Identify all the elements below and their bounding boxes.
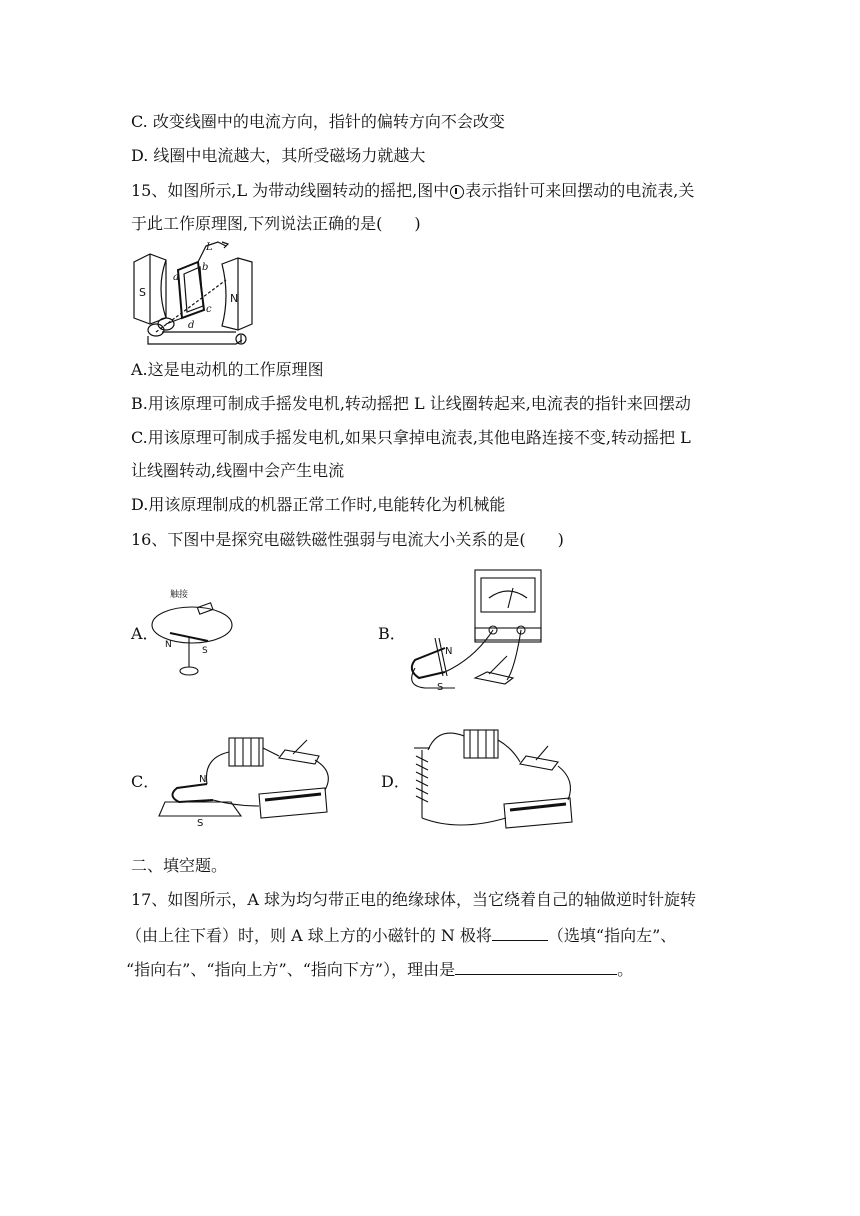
q14-option-c: C. 改变线圈中的电流方向，指针的偏转方向不会改变 [131,112,505,131]
battery [464,730,498,758]
q17-line2 [126,924,676,946]
q16-stem: 16、下图中是探究电磁铁磁性强弱与电流大小关系的是( ) [131,530,564,549]
answer-blank-reason[interactable] [455,958,617,975]
q17-line3-end: 。 [617,960,634,979]
switch [520,756,558,770]
q16-figure-c [155,728,340,828]
rheostat [504,798,572,828]
generator-diagram [126,240,261,352]
q16-figure-d [408,720,578,835]
fig-label-d: d [188,320,195,331]
fig-label-l: L [206,242,213,253]
q16-option-a-label: A． [131,624,159,643]
fig-label-b: b [202,262,209,273]
fig-a-touch-label: 触接 [170,590,189,600]
q15-option-c-line2: 让线圈转动,线圈中会产生电流 [131,461,345,480]
fig-b-n: N [445,646,453,657]
q15-stem-line1 [131,181,694,201]
q16-option-c-label: C． [131,772,160,791]
switch [475,672,513,684]
q15-stem-line2: 于此工作原理图,下列说法正确的是( ) [131,214,421,233]
u-magnet [172,784,213,802]
fig-b-s: S [437,682,444,693]
q15-option-d: D.用该原理制成的机器正常工作时,电能转化为机械能 [131,495,506,514]
answer-blank-n-pole[interactable] [492,924,548,941]
q17-line3 [126,958,633,980]
q17-line2-options: （选填“指向左”、 [547,926,677,945]
fig-label-c: c [206,304,212,315]
fig-a-s: S [202,646,208,656]
rheostat [259,788,327,818]
fig-a-n: N [165,640,172,650]
ammeter-icon [450,185,464,199]
fig-label-a: a [173,272,179,283]
q14-option-d: D. 线圈中电流越大，其所受磁场力就越大 [131,146,426,165]
q16-option-d-label: D． [381,772,410,791]
q15-option-c-line1: C.用该原理可制成手摇发电机,如果只拿掉电流表,其他电路连接不变,转动摇把 L [131,428,691,447]
battery [229,738,263,766]
q15-stem-part1: 15、如图所示,L 为带动线圈转动的摇把,图中 [131,181,450,200]
fig-c-n: N [199,774,207,785]
q16-figure-a [150,585,240,680]
section-fill-in-heading: 二、填空题。 [131,856,228,875]
q17-line1: 17、如图所示，A 球为均匀带正电的绝缘球体，当它绕着自己的轴做逆时针旋转 [131,890,697,909]
q17-line3-text: “指向右”、“指向上方”、“指向下方”），理由是 [126,960,456,979]
switch [279,750,319,764]
q17-line2-text: （由上往下看）时，则 A 球上方的小磁针的 N 极将 [126,926,492,945]
fig-label-s: S [139,286,146,299]
fig-label-n: N [230,292,239,305]
q16-option-b-label: B． [378,624,406,643]
q15-stem-part2: 表示指针可来回摆动的电流表,关 [465,181,695,200]
q15-option-b: B.用该原理可制成手摇发电机,转动摇把 L 让线圈转起来,电流表的指针来回摆动 [131,394,691,413]
fig-c-s: S [197,818,204,828]
q16-figure-b [405,568,545,698]
q15-option-a: A.这是电动机的工作原理图 [131,360,324,379]
